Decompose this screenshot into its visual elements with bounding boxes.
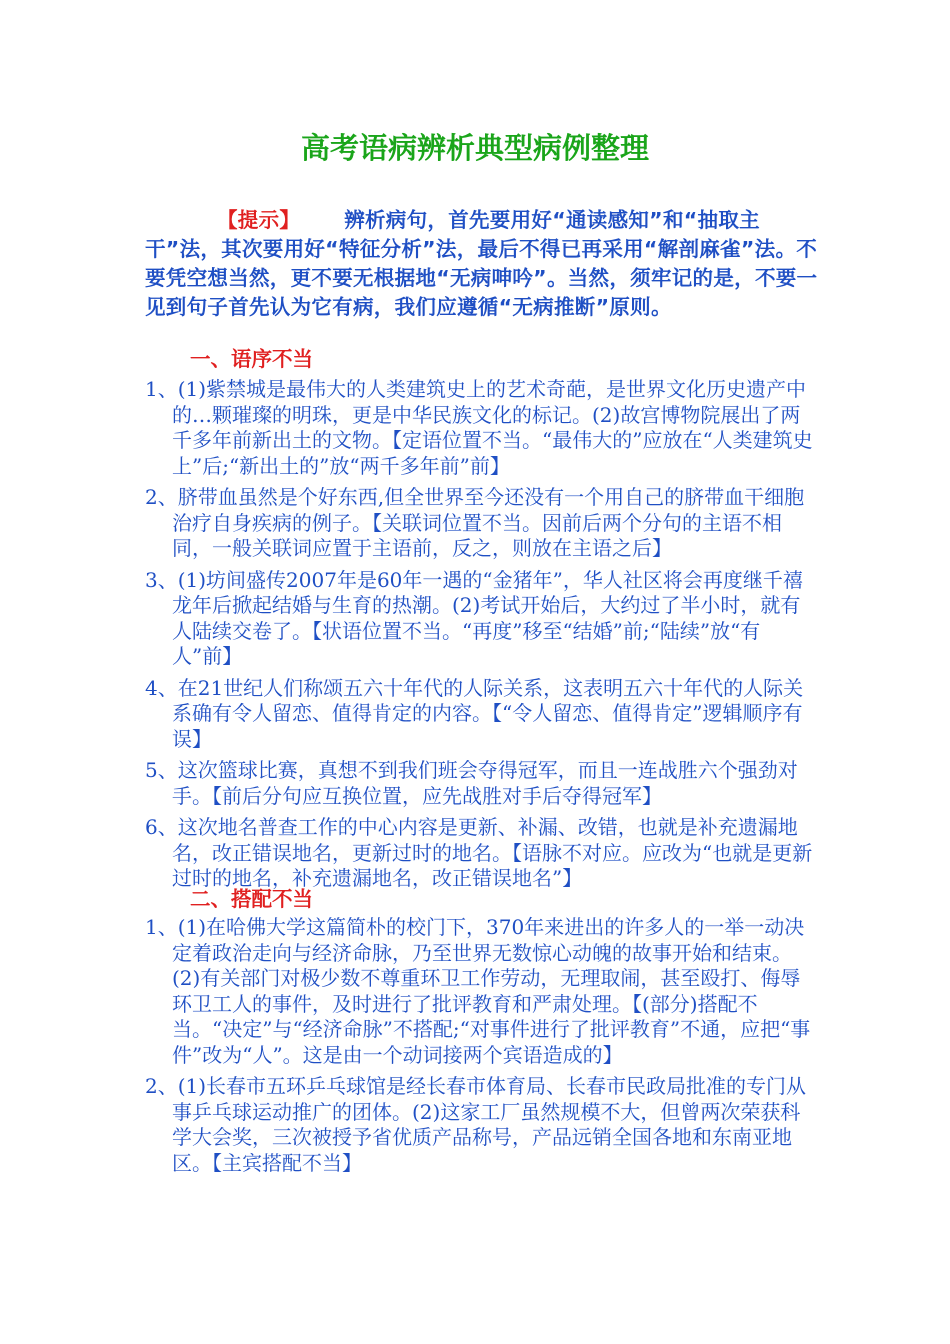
section-heading-word-order: 一、语序不当 <box>190 347 313 371</box>
section-word-order-items <box>145 377 817 898</box>
tip-paragraph <box>145 206 825 322</box>
tip-text: 辨析病句，首先要用好“通读感知”和“抽取主干”法，其次要用好“特征分析”法，最后不得已再采用“解剖麻雀”法。不要凭空想当然，更不要无根据地“无病呻吟”。当然，须牢记的是，不要一见到句子首先认为它有病，我们应遵循“无病推断”原则。 <box>145 208 818 319</box>
list-item: 1、(1)紫禁城是最伟大的人类建筑史上的艺术奇葩，是世界文化历史遗产中的…颗璀璨的明珠，更是中华民族文化的标记。(2)故宫博物院展出了两千多年前新出土的文物。【定语位置不当。“最伟大的”应放在“人类建筑史上”后;“新出土的”放“两千多年前”前】 <box>145 377 813 478</box>
section-collocation-items <box>145 915 817 1182</box>
list-item: 5、这次篮球比赛，真想不到我们班会夺得冠军，而且一连战胜六个强劲对手。【前后分句应互换位置，应先战胜对手后夺得冠军】 <box>145 758 798 808</box>
list-item: 1、(1)在哈佛大学这篇简朴的校门下，370年来进出的许多人的一举一动决定着政治走向与经济命脉，乃至世界无数惊心动魄的故事开始和结束。(2)有关部门对极少数不尊重环卫工作劳动，无理取闹，甚至殴打、侮辱环卫工人的事件，及时进行了批评教育和严肃处理。【(部分)搭配不当。“决定”与“经济命脉”不搭配;“对事件进行了批评教育”不通，应把“事件”改为“人”。这是由一个动词接两个宾语造成的】 <box>145 915 811 1067</box>
section-heading-collocation: 二、搭配不当 <box>190 887 313 911</box>
list-item: 2、(1)长春市五环乒乓球馆是经长春市体育局、长春市民政局批准的专门从事乒乓球运动推广的团体。(2)这家工厂虽然规模不大，但曾两次荣获科学大会奖，三次被授予省优质产品称号，产品远销全国各地和东南亚地区。【主宾搭配不当】 <box>145 1074 807 1175</box>
list-item: 4、在21世纪人们称颂五六十年代的人际关系，这表明五六十年代的人际关系确有令人留恋、值得肯定的内容。【“令人留恋、值得肯定”逻辑顺序有误】 <box>145 675 804 751</box>
list-item: 3、(1)坊间盛传2007年是60年一遇的“金猪年”，华人社区将会再度继千禧龙年后掀起结婚与生育的热潮。(2)考试开始后，大约过了半小时，就有人陆续交卷了。【状语位置不当。“再度”移至“结婚”前;“陆续”放“有人”前】 <box>145 567 803 668</box>
list-item: 2、脐带血虽然是个好东西,但全世界至今还没有一个用自己的脐带血干细胞治疗自身疾病的例子。【关联词位置不当。因前后两个分句的主语不相同，一般关联词应置于主语前，反之，则放在主语之后】 <box>145 485 805 560</box>
tip-label: 【提示】 <box>217 208 301 232</box>
page-title: 高考语病辨析典型病例整理 <box>300 131 649 165</box>
list-item: 6、这次地名普查工作的中心内容是更新、补漏、改错，也就是补充遗漏地名，改正错误地名，更新过时的地名。【语脉不对应。应改为“也就是更新过时的地名，补充遗漏地名，改正错误地名”】 <box>145 815 813 890</box>
